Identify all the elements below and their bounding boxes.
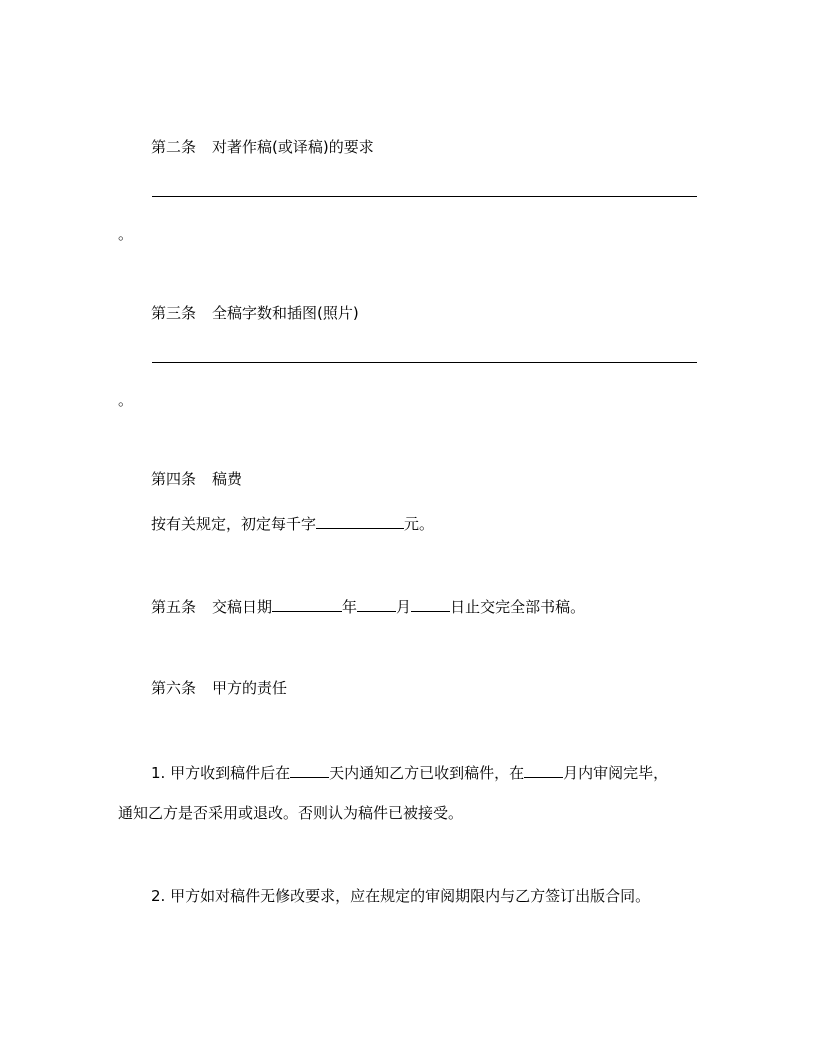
article-3-title: 全稿字数和插图(照片) — [212, 304, 359, 322]
article-6-item-2: 2. 甲方如对稿件无修改要求，应在规定的审阅期限内与乙方签订出版合同。 — [151, 887, 651, 905]
year-blank — [272, 595, 342, 612]
article-5-month: 月 — [396, 598, 412, 616]
days-blank — [290, 761, 329, 778]
article-6-title: 甲方的责任 — [212, 679, 288, 697]
month-blank — [357, 595, 396, 612]
article-2-number: 第二条 — [151, 138, 197, 156]
article-3-end-mark: 。 — [118, 391, 134, 409]
article-6-number: 第六条 — [151, 679, 197, 697]
article-4-body — [151, 512, 434, 534]
item-1-seg-3: 月内审阅完毕， — [563, 764, 669, 782]
article-5-number: 第五条 — [151, 598, 197, 616]
item-1-seg-1: 1. 甲方收到稿件后在 — [151, 764, 291, 782]
article-3-heading — [151, 303, 359, 323]
article-4-heading — [151, 469, 242, 489]
article-2-end-mark: 。 — [118, 225, 134, 243]
article-5-year: 年 — [342, 598, 358, 616]
article-4-title: 稿费 — [212, 470, 243, 488]
article-2-fill-line — [152, 196, 697, 197]
article-4-text-after: 元。 — [404, 515, 435, 533]
article-2-heading — [151, 137, 374, 157]
article-6-heading — [151, 678, 287, 698]
months-blank — [524, 761, 563, 778]
article-5-body — [151, 595, 585, 617]
article-5-text-start: 交稿日期 — [212, 598, 273, 616]
article-2-title: 对著作稿(或译稿)的要求 — [212, 138, 374, 156]
article-4-number: 第四条 — [151, 470, 197, 488]
article-6-item-1-line-1 — [151, 761, 668, 783]
article-6-item-1-line-2: 通知乙方是否采用或退改。否则认为稿件已被接受。 — [118, 804, 464, 822]
day-blank — [411, 595, 450, 612]
article-5-text-end: 日止交完全部书稿。 — [450, 598, 586, 616]
article-3-number: 第三条 — [151, 304, 197, 322]
article-3-fill-line — [152, 362, 697, 363]
article-4-text-before: 按有关规定，初定每千字 — [151, 515, 317, 533]
item-1-seg-2: 天内通知乙方已收到稿件，在 — [329, 764, 525, 782]
fee-blank — [316, 512, 404, 529]
